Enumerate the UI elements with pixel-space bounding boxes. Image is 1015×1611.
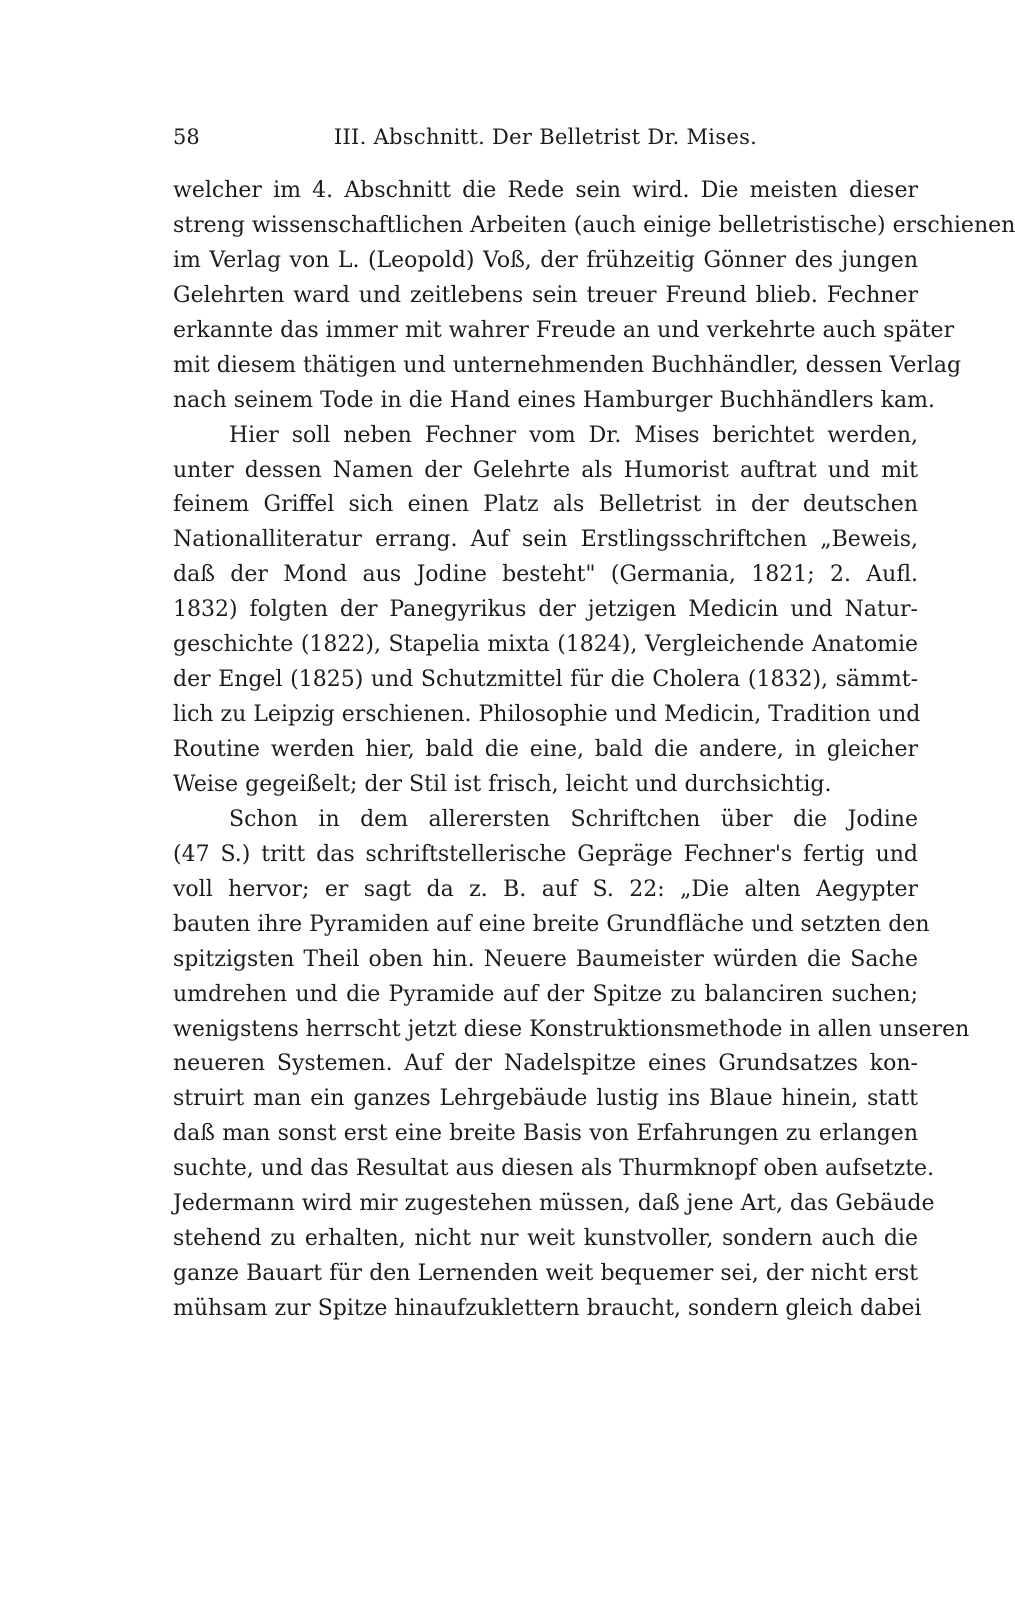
- text-line: daß man sonst erst eine breite Basis von Erfahrungen zu erlangen: [173, 1121, 918, 1147]
- text-line: voll hervor; er sagt da z. B. auf S. 22: „Die alten Aegypter: [173, 876, 918, 902]
- text-line: wenigstens herrscht jetzt diese Konstruktionsmethode in allen unseren: [173, 1016, 970, 1042]
- text-line: mit diesem thätigen und unternehmenden Buchhändler, dessen Verlag: [173, 352, 962, 378]
- text-line: struirt man ein ganzes Lehrgebäude lustig ins Blaue hinein, statt: [173, 1086, 918, 1112]
- body-text: [173, 174, 1015, 1327]
- text-line: erkannte das immer mit wahrer Freude an und verkehrte auch später: [173, 317, 955, 343]
- text-line: (47 S.) tritt das schriftstellerische Gepräge Fechner's fertig und: [173, 841, 918, 867]
- text-line: unter dessen Namen der Gelehrte als Humorist auftrat und mit: [173, 457, 918, 483]
- text-line: suchte, und das Resultat aus diesen als Thurmknopf oben aufsetzte.: [173, 1156, 935, 1182]
- text-line: stehend zu erhalten, nicht nur weit kunstvoller, sondern auch die: [173, 1226, 918, 1252]
- text-line: Hier soll neben Fechner vom Dr. Mises berichtet werden,: [229, 422, 918, 448]
- text-line: umdrehen und die Pyramide auf der Spitze zu balanciren suchen;: [173, 981, 918, 1007]
- text-line: im Verlag von L. (Leopold) Voß, der frühzeitig Gönner des jungen: [173, 247, 918, 273]
- running-head: III. Abschnitt. Der Belletrist Dr. Mises.: [333, 125, 758, 149]
- text-line: geschichte (1822), Stapelia mixta (1824), Vergleichende Anatomie: [173, 632, 918, 658]
- text-line: ganze Bauart für den Lernenden weit bequemer sei, der nicht erst: [173, 1261, 918, 1287]
- text-line: der Engel (1825) und Schutzmittel für die Cholera (1832), sämmt-: [173, 667, 918, 693]
- text-line: 1832) folgten der Panegyrikus der jetzigen Medicin und Natur-: [173, 597, 918, 623]
- text-line: mühsam zur Spitze hinaufzuklettern braucht, sondern gleich dabei: [173, 1296, 922, 1321]
- text-line: streng wissenschaftlichen Arbeiten (auch einige belletristische) erschienen: [173, 212, 1015, 238]
- text-line: Routine werden hier, bald die eine, bald die andere, in gleicher: [173, 737, 918, 762]
- text-line: nach seinem Tode in die Hand eines Hamburger Buchhändlers kam.: [173, 387, 935, 413]
- page-header: [173, 120, 918, 154]
- text-line: Jedermann wird mir zugestehen müssen, daß jene Art, das Gebäude: [173, 1191, 935, 1217]
- text-line: neueren Systemen. Auf der Nadelspitze eines Grundsatzes kon-: [173, 1051, 918, 1077]
- text-line: welcher im 4. Abschnitt die Rede sein wird. Die meisten dieser: [173, 178, 918, 203]
- text-line: spitzigsten Theil oben hin. Neuere Baumeister würden die Sache: [173, 946, 918, 972]
- text-line: Schon in dem allerersten Schriftchen über die Jodine: [229, 806, 918, 832]
- page-number: 58: [173, 125, 200, 149]
- text-line: Nationalliteratur errang. Auf sein Erstlingsschriftchen „Beweis,: [173, 527, 918, 553]
- text-line: bauten ihre Pyramiden auf eine breite Grundfläche und setzten den: [173, 911, 930, 937]
- text-line: lich zu Leipzig erschienen. Philosophie und Medicin, Tradition und: [173, 702, 921, 728]
- text-line: Gelehrten ward und zeitlebens sein treuer Freund blieb. Fechner: [173, 282, 918, 308]
- text-line: feinem Griffel sich einen Platz als Belletrist in der deutschen: [173, 492, 918, 518]
- text-line: daß der Mond aus Jodine besteht" (Germania, 1821; 2. Aufl.: [173, 562, 918, 588]
- text-line: Weise gegeißelt; der Stil ist frisch, leicht und durchsichtig.: [173, 771, 832, 797]
